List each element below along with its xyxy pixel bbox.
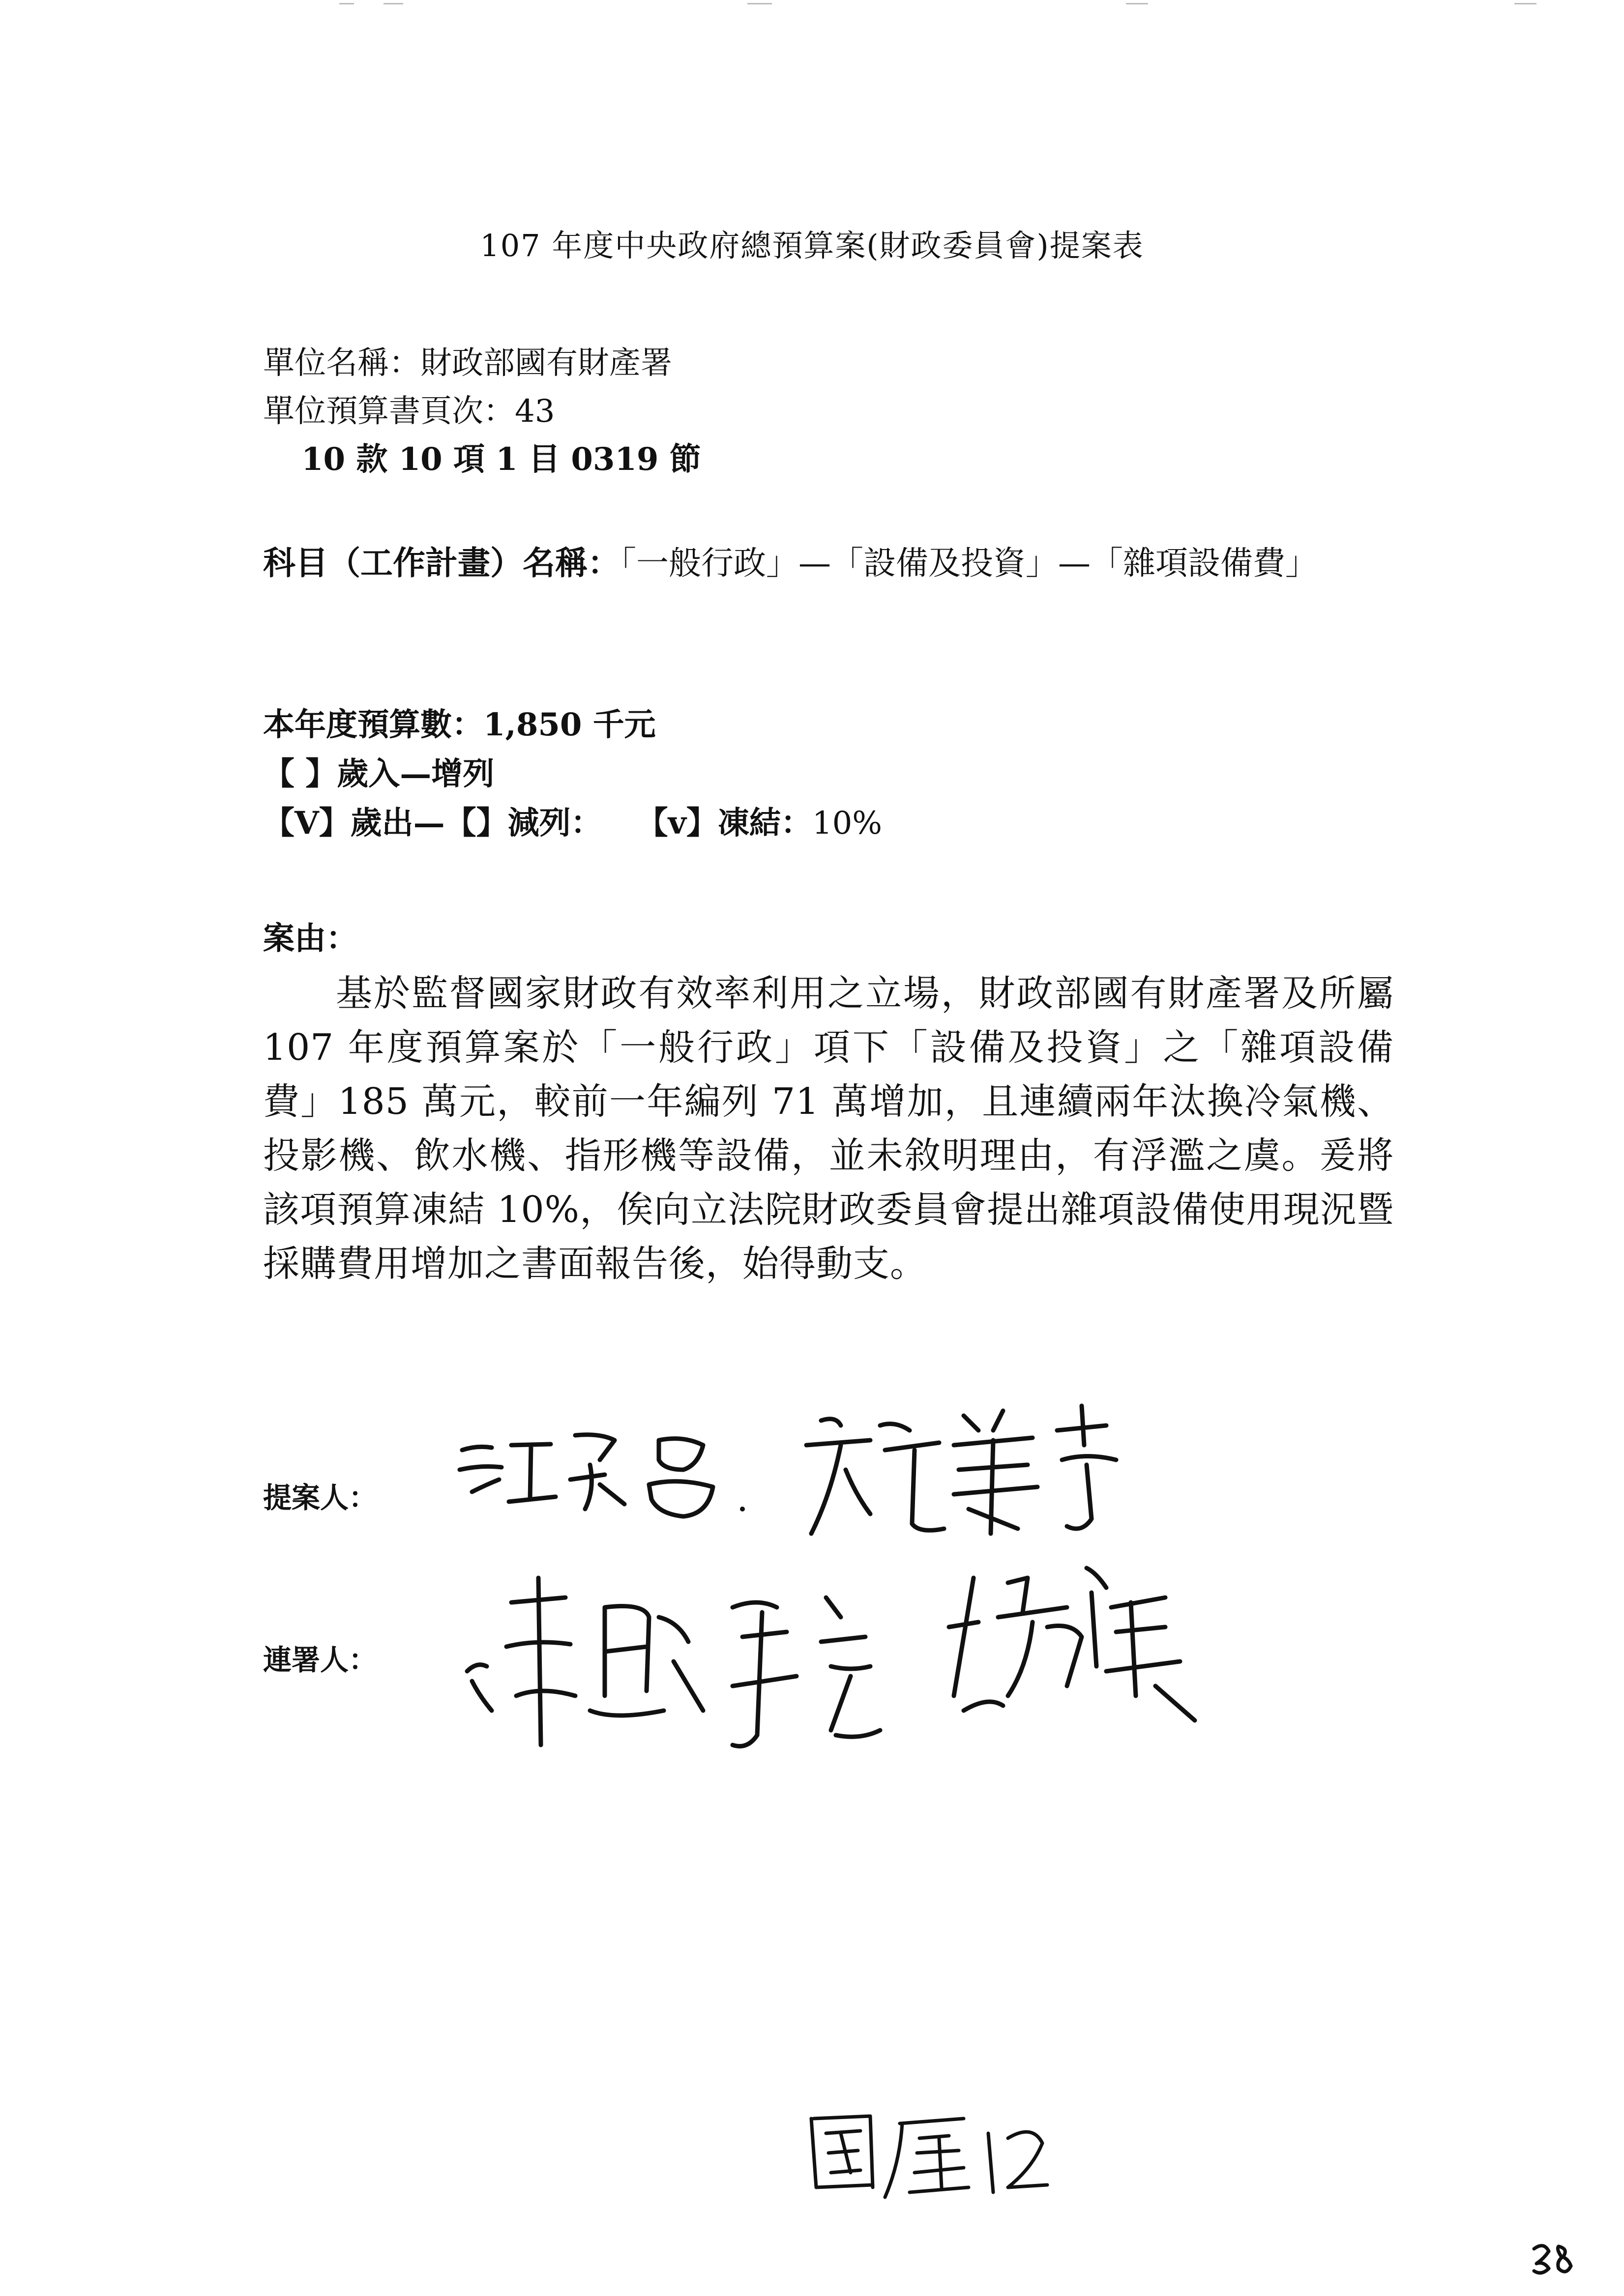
scan-mark [339,3,354,8]
budget-code: 10 款 10 項 1 目 0319 節 [301,441,701,478]
freeze-value: 10% [812,805,883,842]
scan-mark [747,3,772,8]
cosigner-label: 連署人： [263,1643,378,1677]
reason-label: 案由： [263,920,357,957]
freeze-label: 【v】凍結： [636,805,812,842]
cosigner-signatures [457,1548,1234,1760]
budget-amount-line [263,700,1404,750]
proposer-label: 提案人： [263,1481,378,1514]
unit-budget-page: 單位預算書頁次：43 [263,393,555,430]
handwritten-signature [460,1435,745,1516]
document-title: 107 年度中央政府總預算案(財政委員會)提案表 [480,228,1144,263]
handwritten-note [801,2104,1057,2202]
handwritten-signature [467,1578,880,1746]
scan-mark [1126,3,1148,8]
handwritten-signature [806,1406,1116,1534]
handwritten-signature [949,1568,1195,1720]
revenue-line: 【 】歲入—增列 [263,756,495,792]
expenditure-line [263,799,1404,848]
budget-value: 1,850 千元 [483,706,656,743]
unit-name: 單位名稱：財政部國有財產署 [263,345,672,381]
unit-info [263,339,1404,484]
reason-section [263,914,1404,1291]
budget-section [263,700,1404,848]
scan-mark [384,3,403,8]
expenditure-prefix: 【V】歲出—【】減列： [263,805,602,842]
reason-text: 基於監督國家財政有效率利用之立場，財政部國有財產署及所屬 107 年度預算案於「一般行政」項下「設備及投資」之「雜項設備費」185 萬元，較前一年編列 71 萬增加，且連續兩年汰換冷氣機、投影機、飲水機、指形機等設備，並未敘明理由，有浮濫之虞。爰將該項預算凍結 10%，俟向立法院財政委員會提出雜項設備使用現況暨採購費用增加之書面報告後，始得動支。 [263,972,1394,1285]
page-mark [1529,2241,1573,2276]
subject-label: 科目（工作計畫）名稱： [263,544,620,582]
subject-value: 「一般行政」—「設備及投資」—「雜項設備費」 [620,544,1318,582]
budget-label: 本年度預算數： [263,706,483,743]
scan-mark [1514,3,1536,8]
proposer-signatures [452,1386,1219,1548]
subject-section [263,538,1404,588]
